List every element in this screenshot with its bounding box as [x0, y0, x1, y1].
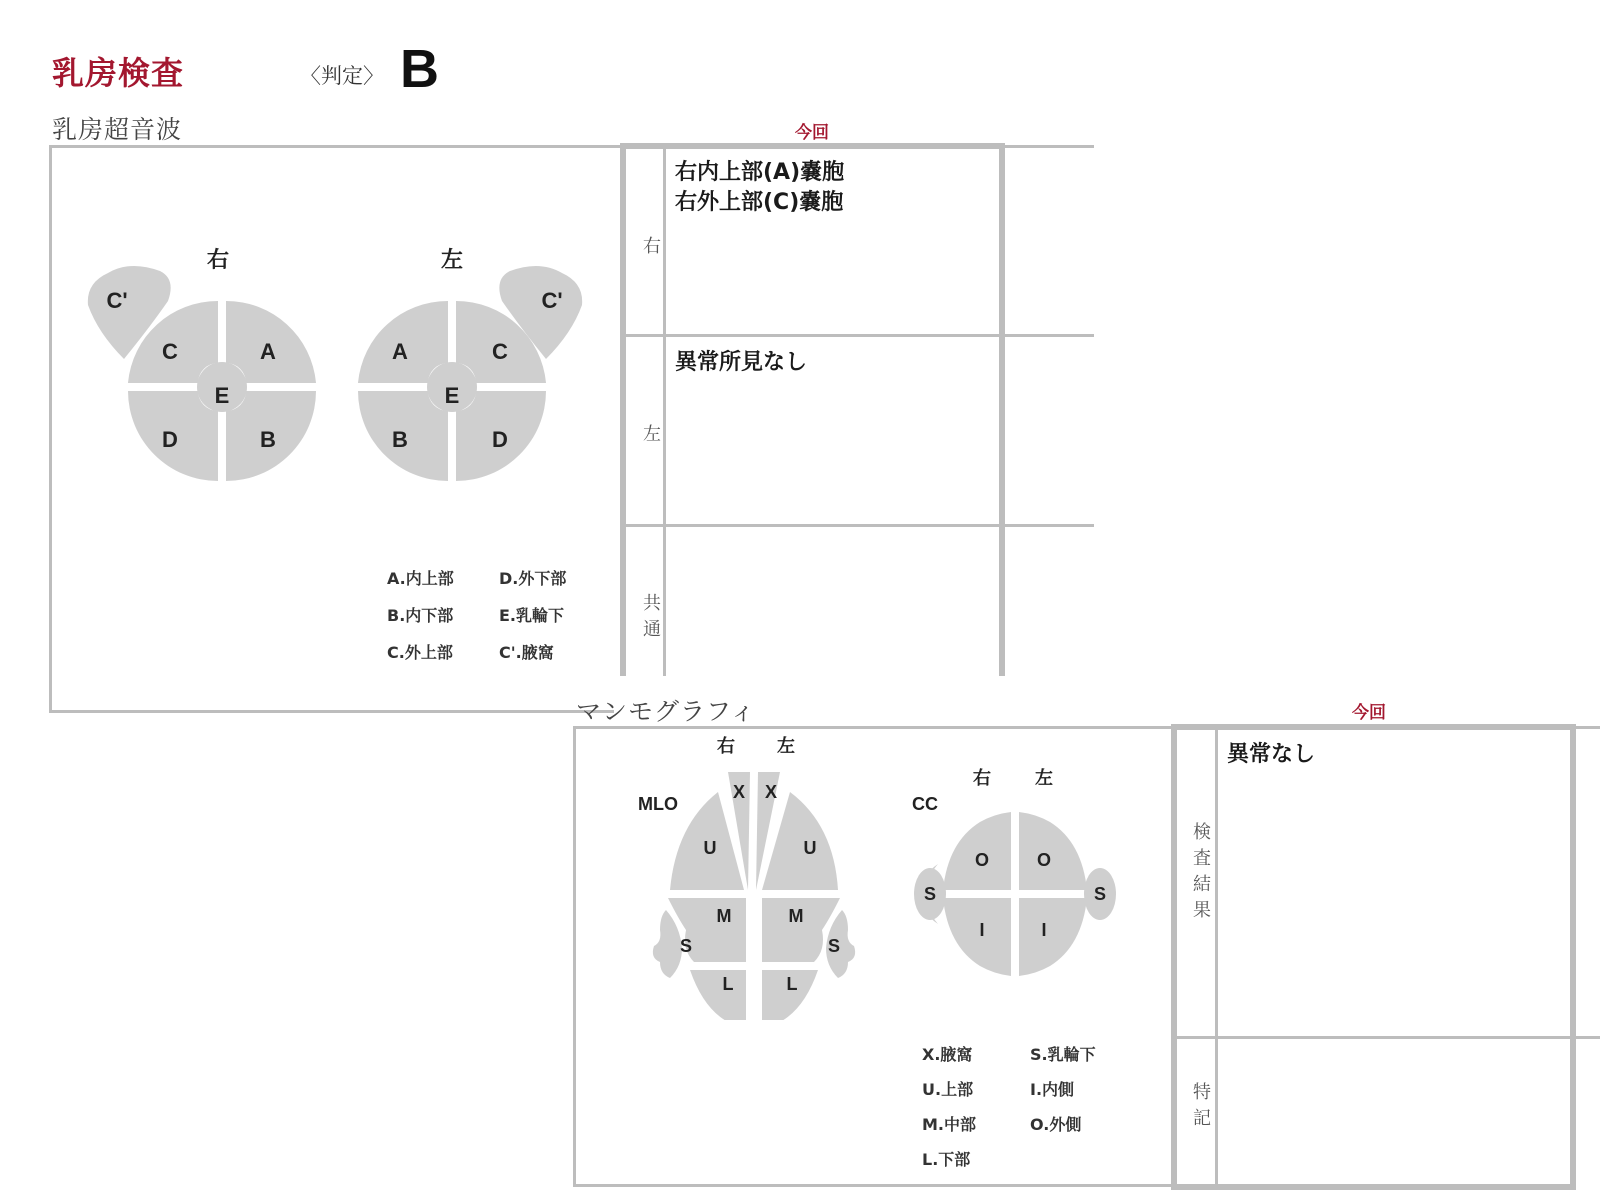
mlo-breasts — [653, 772, 855, 1020]
us-left-label-c: C — [492, 339, 508, 364]
cc-label-s-r: S — [923, 884, 937, 904]
us-right-label-e: E — [214, 383, 230, 408]
page-title: 乳房検査 — [52, 54, 185, 92]
ultrasound-row-label-right: 右 — [640, 236, 661, 262]
mammography-current-label: 今回 — [1352, 703, 1386, 723]
us-left-label-e: E — [444, 383, 460, 408]
mmg-legend-item: O.外側 — [1030, 1115, 1082, 1134]
mlo-label-u-l: U — [803, 838, 817, 858]
us-right-label-b: B — [260, 427, 276, 452]
judgement-label: 〈判定〉 — [300, 64, 384, 88]
mlo-label-m-l: M — [788, 906, 804, 926]
cc-label-s-l: S — [1093, 884, 1107, 904]
us-legend-item: C.外上部 — [387, 643, 453, 662]
ultrasound-row-label-left: 左 — [640, 424, 661, 450]
ultrasound-table — [620, 143, 1005, 676]
mlo-label-s-l: S — [827, 936, 841, 956]
mlo-label-s-r: S — [679, 936, 693, 956]
mmg-legend-item: L.下部 — [922, 1150, 971, 1169]
us-left-label-a: A — [392, 339, 408, 364]
cc-breasts — [914, 812, 1116, 976]
mammography-finding-result: 異常なし — [1227, 742, 1316, 767]
cc-right-label: 右 — [973, 768, 991, 788]
mammography-diagram — [620, 730, 1140, 1020]
us-right-label-c: C — [162, 339, 178, 364]
mammography-frame-left — [573, 726, 576, 1187]
us-right-label-d: D — [162, 427, 178, 452]
ultrasound-row-divider-1 — [620, 334, 1094, 337]
ultrasound-finding-left-1: 異常所見なし — [675, 350, 808, 375]
mlo-left-label: 左 — [777, 736, 795, 756]
us-left-label-b: B — [392, 427, 408, 452]
us-left-label: 左 — [440, 247, 464, 272]
ultrasound-breast-diagram — [70, 235, 600, 520]
ultrasound-row-divider-2 — [620, 524, 1094, 527]
us-left-label-d: D — [492, 427, 508, 452]
cc-label-i-l: I — [1041, 920, 1047, 940]
cc-left-i — [1019, 898, 1087, 976]
mlo-label: MLO — [638, 794, 678, 814]
ultrasound-current-label: 今回 — [795, 123, 829, 143]
ultrasound-finding-right-1: 右内上部(A)嚢胞 — [675, 160, 845, 185]
mammography-frame-bottom — [573, 1184, 1173, 1187]
cc-left-o — [1019, 812, 1087, 890]
us-legend-item: A.内上部 — [387, 569, 454, 588]
cc-label-o-l: O — [1036, 850, 1052, 870]
mammography-row-label-notes: 特記 — [1190, 1082, 1211, 1134]
mammography-row-divider — [1175, 1036, 1600, 1039]
us-right-label-cprime: C' — [106, 288, 128, 313]
mmg-legend-item: I.内側 — [1030, 1080, 1075, 1099]
ultrasound-table-divider — [663, 147, 666, 676]
cc-label-i-r: I — [979, 920, 985, 940]
ultrasound-row-label-common: 共通 — [640, 593, 661, 645]
ultrasound-frame-left — [49, 145, 52, 713]
ultrasound-frame-bottom — [49, 710, 614, 713]
mlo-left-u — [762, 792, 838, 890]
us-right-label-a: A — [260, 339, 276, 364]
us-legend-item: D.外下部 — [499, 569, 567, 588]
mmg-legend-item: M.中部 — [922, 1115, 977, 1134]
mmg-legend-item: U.上部 — [922, 1080, 974, 1099]
us-right-label: 右 — [206, 247, 230, 272]
mammography-title: マンモグラフィ — [576, 697, 757, 726]
us-legend-item: B.内下部 — [387, 606, 454, 625]
mammography-row-label-result: 検査結果 — [1190, 822, 1211, 926]
mmg-legend-item: S.乳輪下 — [1030, 1045, 1096, 1064]
mmg-legend-item: X.腋窩 — [922, 1045, 973, 1064]
mlo-label-x-r: X — [732, 782, 746, 802]
mlo-label-x-l: X — [764, 782, 778, 802]
mammography-table-divider — [1215, 728, 1218, 1186]
cc-label-o-r: O — [974, 850, 990, 870]
cc-right-i — [943, 898, 1011, 976]
us-left-label-cprime: C' — [541, 288, 563, 313]
cc-label: CC — [912, 794, 938, 814]
ultrasound-finding-right-2: 右外上部(C)嚢胞 — [675, 190, 844, 215]
us-legend-item: C'.腋窩 — [499, 643, 554, 662]
mlo-label-m-r: M — [716, 906, 732, 926]
mlo-label-l-r: L — [722, 974, 734, 994]
judgement-value: B — [400, 39, 439, 99]
mlo-right-l — [690, 970, 746, 1020]
us-legend-item: E.乳輪下 — [499, 606, 565, 625]
mlo-right-s — [653, 910, 682, 978]
mlo-right-label: 右 — [717, 736, 735, 756]
mammography-table — [1171, 724, 1576, 1190]
ultrasound-title: 乳房超音波 — [52, 115, 183, 144]
cc-left-label: 左 — [1035, 768, 1053, 788]
mlo-label-u-r: U — [703, 838, 717, 858]
mlo-label-l-l: L — [786, 974, 798, 994]
